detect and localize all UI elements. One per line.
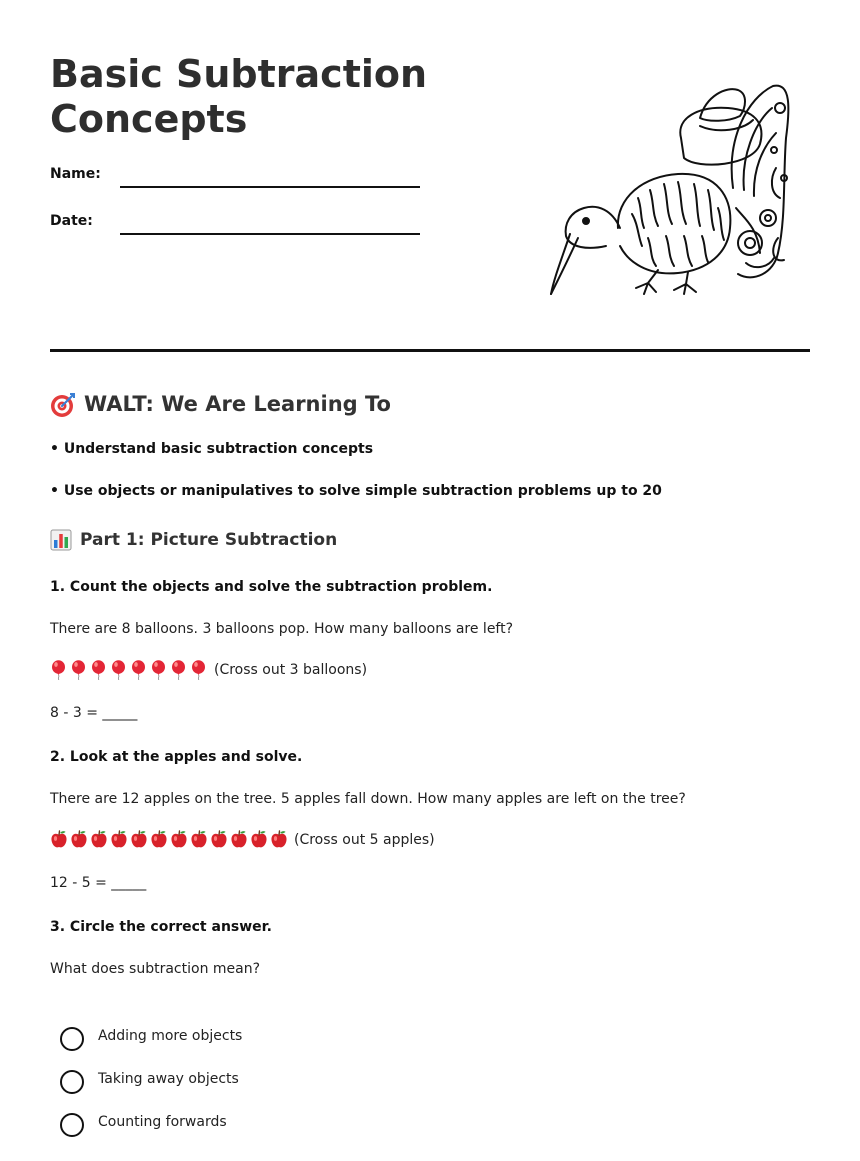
question-1-title: 1. Count the objects and solve the subtraction problem. bbox=[50, 579, 493, 595]
apple-icon[interactable] bbox=[270, 830, 288, 849]
answer-option-2[interactable] bbox=[60, 1069, 460, 1095]
radio-circle[interactable] bbox=[60, 1027, 84, 1051]
walt-heading bbox=[50, 392, 391, 418]
date-line[interactable] bbox=[120, 233, 420, 235]
question-2-text: There are 12 apples on the tree. 5 apples fall down. How many apples are left on the tree? bbox=[50, 791, 686, 807]
target-icon bbox=[50, 392, 76, 418]
balloon-icon[interactable] bbox=[130, 660, 147, 680]
question-2-title: 2. Look at the apples and solve. bbox=[50, 749, 303, 765]
apple-note: (Cross out 5 apples) bbox=[294, 831, 435, 848]
option-label: Adding more objects bbox=[98, 1028, 243, 1044]
balloon-icon[interactable] bbox=[70, 660, 87, 680]
date-label: Date: bbox=[50, 213, 93, 229]
apple-icon[interactable] bbox=[50, 830, 68, 849]
balloon-icon[interactable] bbox=[50, 660, 67, 680]
option-label: Counting forwards bbox=[98, 1114, 227, 1130]
question-3-title: 3. Circle the correct answer. bbox=[50, 919, 272, 935]
apple-icon[interactable] bbox=[150, 830, 168, 849]
balloon-note: (Cross out 3 balloons) bbox=[214, 662, 368, 678]
question-2-equation[interactable]: 12 - 5 = _____ bbox=[50, 875, 147, 891]
apple-icon[interactable] bbox=[110, 830, 128, 849]
kiwi-illustration bbox=[548, 78, 793, 300]
answer-option-1[interactable] bbox=[60, 1026, 460, 1052]
radio-circle[interactable] bbox=[60, 1070, 84, 1094]
date-field[interactable] bbox=[50, 213, 420, 237]
apple-icon[interactable] bbox=[190, 830, 208, 849]
balloon-icon[interactable] bbox=[90, 660, 107, 680]
balloon-icon[interactable] bbox=[170, 660, 187, 680]
balloon-icon[interactable] bbox=[150, 660, 167, 680]
walt-goal-1: • Understand basic subtraction concepts bbox=[50, 441, 374, 457]
balloon-icon[interactable] bbox=[110, 660, 127, 680]
balloon-icon[interactable] bbox=[190, 660, 207, 680]
name-field[interactable] bbox=[50, 166, 420, 190]
balloon-group bbox=[50, 662, 210, 678]
answer-option-3[interactable] bbox=[60, 1112, 460, 1138]
apple-icon[interactable] bbox=[170, 830, 188, 849]
walt-goal-2: • Use objects or manipulatives to solve simple subtraction problems up to 20 bbox=[50, 483, 662, 499]
apple-icon[interactable] bbox=[230, 830, 248, 849]
apple-icon[interactable] bbox=[250, 830, 268, 849]
question-1-text: There are 8 balloons. 3 balloons pop. How many balloons are left? bbox=[50, 621, 514, 637]
option-label: Taking away objects bbox=[98, 1071, 239, 1087]
apple-row bbox=[50, 830, 435, 852]
bar-chart-icon bbox=[50, 529, 72, 551]
balloon-row bbox=[50, 660, 367, 682]
part1-heading-text: Part 1: Picture Subtraction bbox=[80, 530, 338, 550]
apple-icon[interactable] bbox=[90, 830, 108, 849]
question-1-equation[interactable]: 8 - 3 = _____ bbox=[50, 705, 138, 721]
page-title: Basic Subtraction Concepts bbox=[50, 52, 428, 141]
apple-icon[interactable] bbox=[130, 830, 148, 849]
walt-heading-text: WALT: We Are Learning To bbox=[84, 392, 391, 416]
apple-icon[interactable] bbox=[210, 830, 228, 849]
section-divider bbox=[50, 349, 810, 352]
name-label: Name: bbox=[50, 166, 101, 182]
question-3-text: What does subtraction mean? bbox=[50, 961, 261, 977]
apple-icon[interactable] bbox=[70, 830, 88, 849]
part1-heading bbox=[50, 529, 337, 551]
name-line[interactable] bbox=[120, 186, 420, 188]
radio-circle[interactable] bbox=[60, 1113, 84, 1137]
apple-group bbox=[50, 832, 290, 848]
worksheet-page bbox=[50, 0, 810, 1161]
